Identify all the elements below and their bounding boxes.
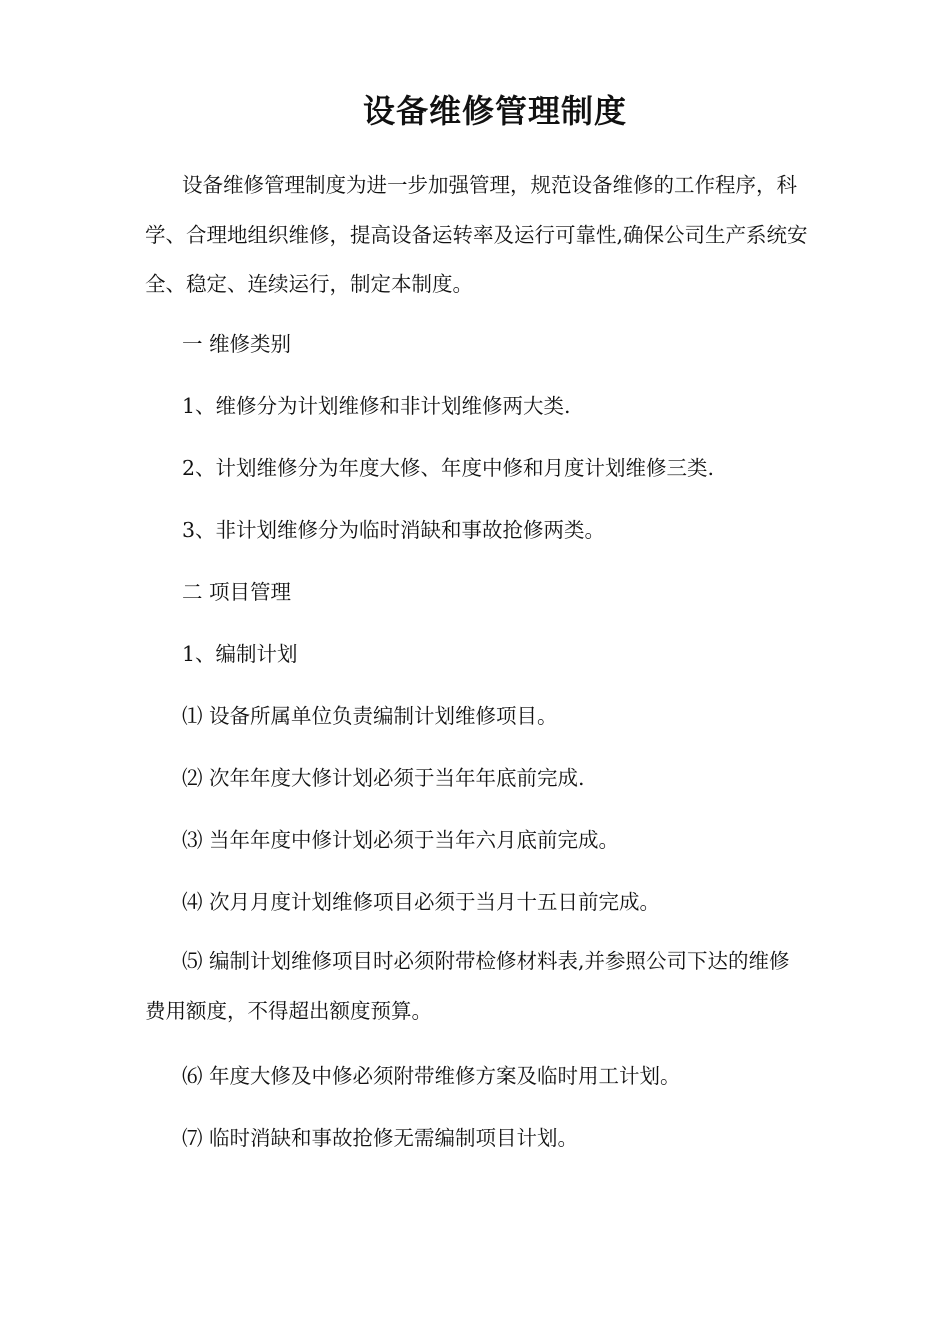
list-item: 1、维修分为计划维修和非计划维修两大类.: [182, 394, 571, 418]
list-item: ⑹ 年度大修及中修必须附带维修方案及临时用工计划。: [182, 1064, 681, 1088]
list-item: ⑵ 次年年度大修计划必须于当年年底前完成.: [182, 766, 585, 790]
intro-paragraph: 设备维修管理制度为进一步加强管理，规范设备维修的工作程序，科学、合理地组织维修，提高设备运转率及运行可靠性,确保公司生产系统安全、稳定、连续运行，制定本制度。: [145, 173, 808, 296]
section-heading: 一 维修类别: [182, 332, 292, 356]
list-item: ⑸ 编制计划维修项目时必须附带检修材料表,并参照公司下达的维修费用额度，不得超出额度预算。: [145, 949, 790, 1023]
subsection-heading: 1、编制计划: [182, 642, 298, 666]
list-item: ⑺ 临时消缺和事故抢修无需编制项目计划。: [182, 1126, 579, 1150]
list-item: ⑷ 次月月度计划维修项目必须于当月十五日前完成。: [182, 890, 661, 914]
list-item: 3、非计划维修分为临时消缺和事故抢修两类。: [182, 518, 606, 542]
list-item: 2、计划维修分为年度大修、年度中修和月度计划维修三类.: [182, 456, 715, 480]
list-item: ⑶ 当年年度中修计划必须于当年六月底前完成。: [182, 828, 620, 852]
document-title: 设备维修管理制度: [362, 92, 627, 130]
list-item: ⑴ 设备所属单位负责编制计划维修项目。: [182, 704, 558, 728]
section-heading: 二 项目管理: [182, 580, 292, 604]
